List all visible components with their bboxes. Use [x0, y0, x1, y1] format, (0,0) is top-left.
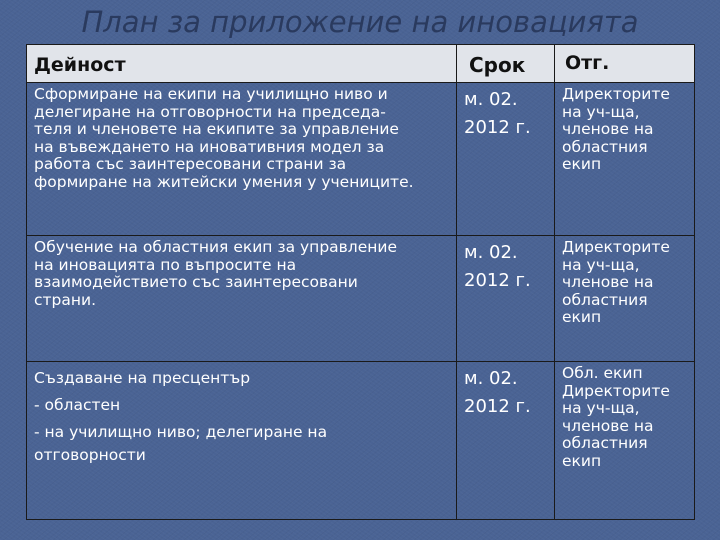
responsible-line: на уч-ща,	[562, 255, 640, 274]
activity-line: Обучение на областния екип за управление	[34, 238, 397, 256]
responsible-line: екип	[562, 451, 602, 470]
activity-line: взаимодействието със заинтересовани	[34, 273, 358, 291]
table-row	[27, 83, 695, 236]
responsible-cell	[555, 236, 695, 362]
activity-line: Създаване на пресцентър	[34, 369, 251, 387]
deadline-line: 2012 г.	[464, 396, 531, 417]
deadline-line: м. 02.	[464, 242, 518, 263]
slide-title: План за приложение на иновацията	[81, 5, 639, 39]
deadline-line: 2012 г.	[464, 117, 531, 138]
responsible-line: екип	[562, 155, 602, 173]
activity-line: на въвеждането на иновативния модел за	[34, 137, 385, 156]
table-row	[27, 362, 695, 520]
responsible-cell	[555, 362, 695, 520]
responsible-line: екип	[562, 308, 602, 326]
deadline-cell	[457, 362, 555, 520]
activity-line: работа със заинтересовани страни за	[34, 155, 347, 173]
table-header-row	[27, 45, 695, 83]
activity-line: делегиране на отговорности на председа-	[34, 102, 386, 121]
responsible-line: областния	[562, 434, 648, 452]
activity-line: теля и членовете на екипите за управление	[34, 120, 399, 138]
responsible-line: Директорите	[562, 381, 670, 400]
activity-line: на иновацията по въпросите на	[34, 255, 297, 274]
deadline-cell	[457, 236, 555, 362]
responsible-line: членове на	[562, 416, 654, 435]
responsible-line: Обл. екип	[562, 364, 643, 382]
responsible-line: Директорите	[562, 238, 670, 256]
responsible-line: Директорите	[562, 85, 670, 103]
responsible-column-header: Отг.	[555, 45, 695, 83]
deadline-cell	[457, 83, 555, 236]
activity-line: отговорности	[34, 446, 146, 464]
activity-cell	[27, 83, 457, 236]
responsible-line: на уч-ща,	[562, 102, 640, 121]
responsible-line: членове на	[562, 120, 654, 138]
deadline-column-header: Срок	[457, 45, 555, 83]
deadline-line: м. 02.	[464, 89, 518, 110]
activity-line: формиране на житейски умения у учениците.	[34, 172, 414, 191]
responsible-line: областния	[562, 137, 648, 156]
responsible-line: членове на	[562, 273, 654, 291]
activity-line: страни.	[34, 290, 97, 309]
activity-cell	[27, 362, 457, 520]
table-row	[27, 236, 695, 362]
responsible-cell	[555, 83, 695, 236]
activity-cell	[27, 236, 457, 362]
activity-line: Сформиране на екипи на училищно ниво и	[34, 85, 388, 103]
deadline-line: м. 02.	[464, 368, 518, 389]
responsible-line: областния	[562, 290, 648, 309]
activity-line: - на училищно ниво; делегиране на	[34, 423, 328, 441]
responsible-line: на уч-ща,	[562, 399, 640, 417]
activity-line: - областен	[34, 396, 121, 414]
activity-column-header: Дейност	[27, 45, 457, 83]
deadline-line: 2012 г.	[464, 270, 531, 291]
plan-table	[26, 44, 695, 520]
